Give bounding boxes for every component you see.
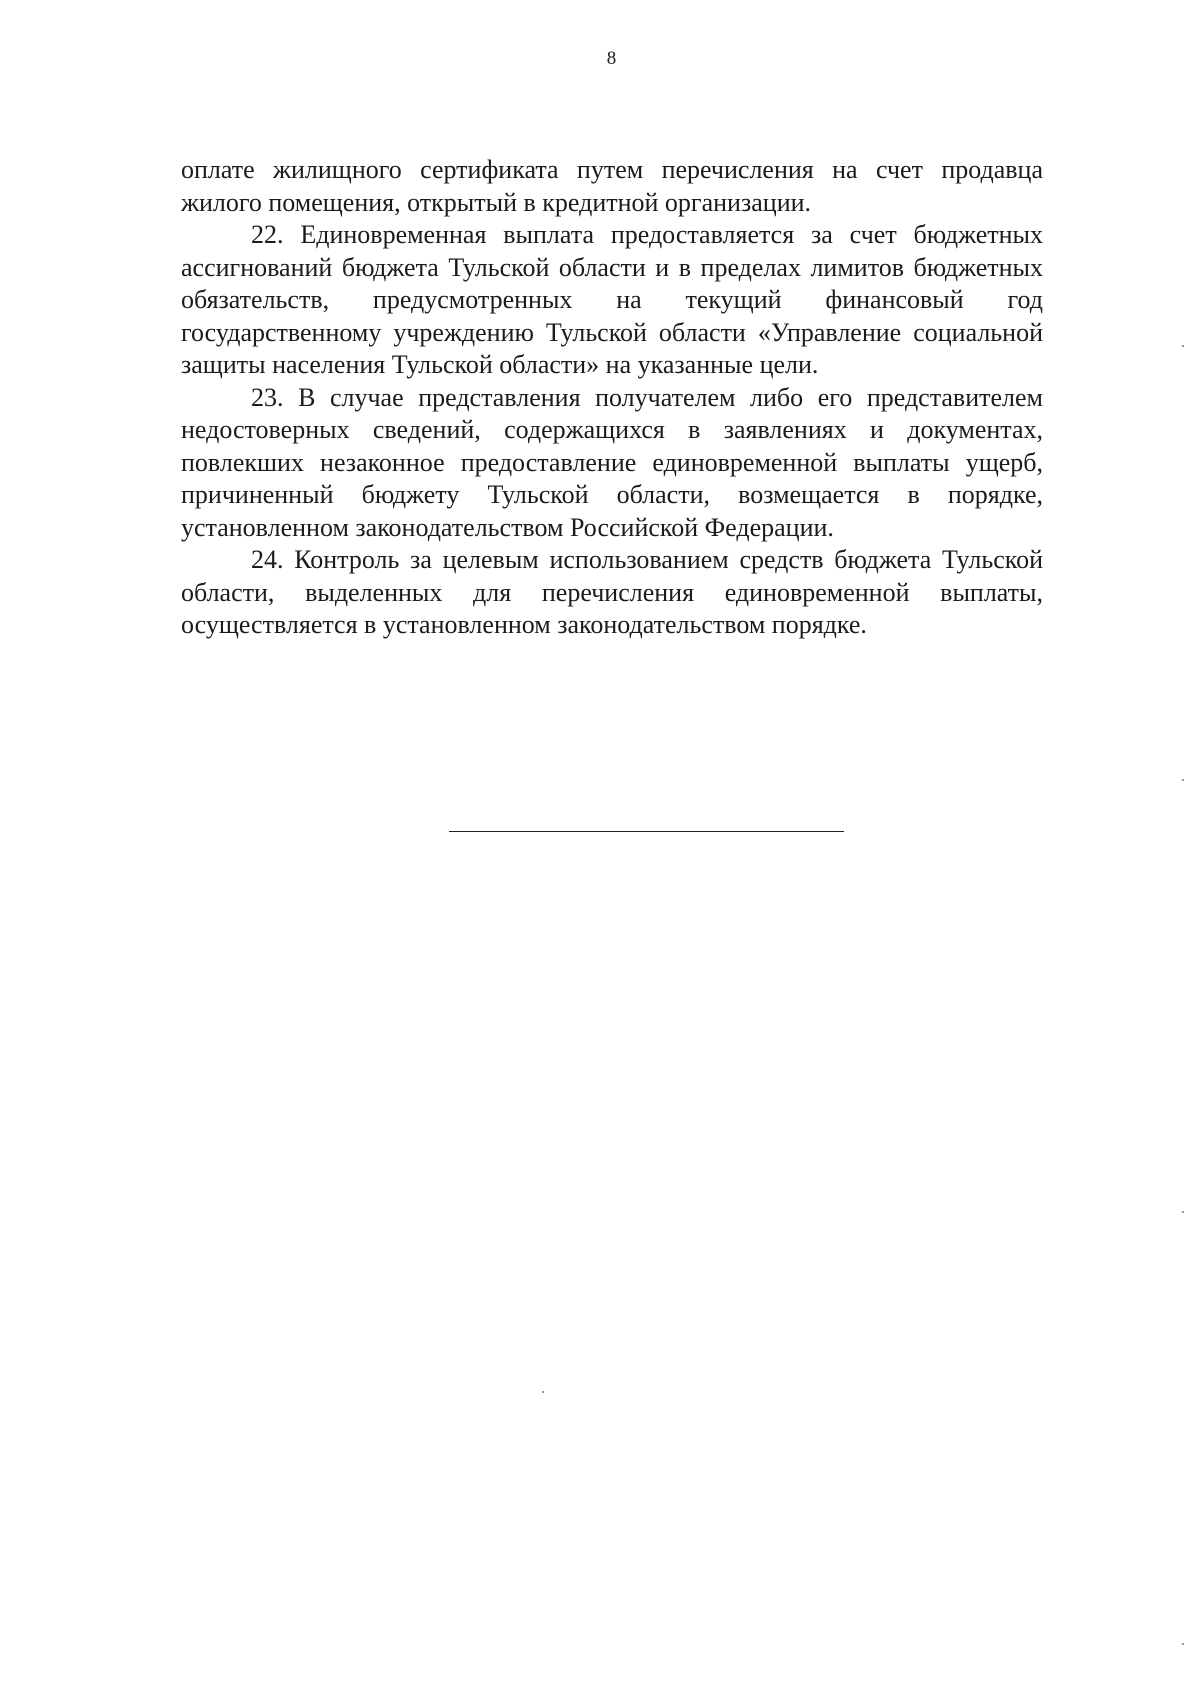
page-number: 8: [606, 48, 617, 69]
scan-speck: [542, 1391, 544, 1393]
end-divider-line: [449, 831, 844, 832]
paragraph-24: 24. Контроль за целевым использованием средств бюджета Тульской области, выделенных для перечисления единовременной выплаты, осуществляется в установленном законодательством порядке.: [181, 545, 1043, 639]
scan-speck: [1182, 1211, 1184, 1213]
scan-speck: [1182, 345, 1184, 347]
paragraph-23: 23. В случае представления получателем либо его представителем недостоверных сведений, содержащихся в заявлениях и документах, повлекших незаконное предоставление единовременной выплаты ущерб, причиненный бюджету Тульской области, возмещается в порядке, установленном законодательством Российской Федерации.: [181, 382, 1043, 542]
paragraph-continuation: оплате жилищного сертификата путем перечисления на счет продавца жилого помещения, открытый в кредитной организации.: [181, 155, 1043, 217]
scan-speck: [1182, 779, 1184, 781]
scan-speck: [1182, 1643, 1184, 1645]
paragraph-22: 22. Единовременная выплата предоставляется за счет бюджетных ассигнований бюджета Тульской области и в пределах лимитов бюджетных обязательств, предусмотренных на текущий финансовый год государственному учреждению Тульской области «Управление социальной защиты населения Тульской области» на указанные цели.: [181, 220, 1043, 379]
document-body: [181, 154, 1043, 642]
